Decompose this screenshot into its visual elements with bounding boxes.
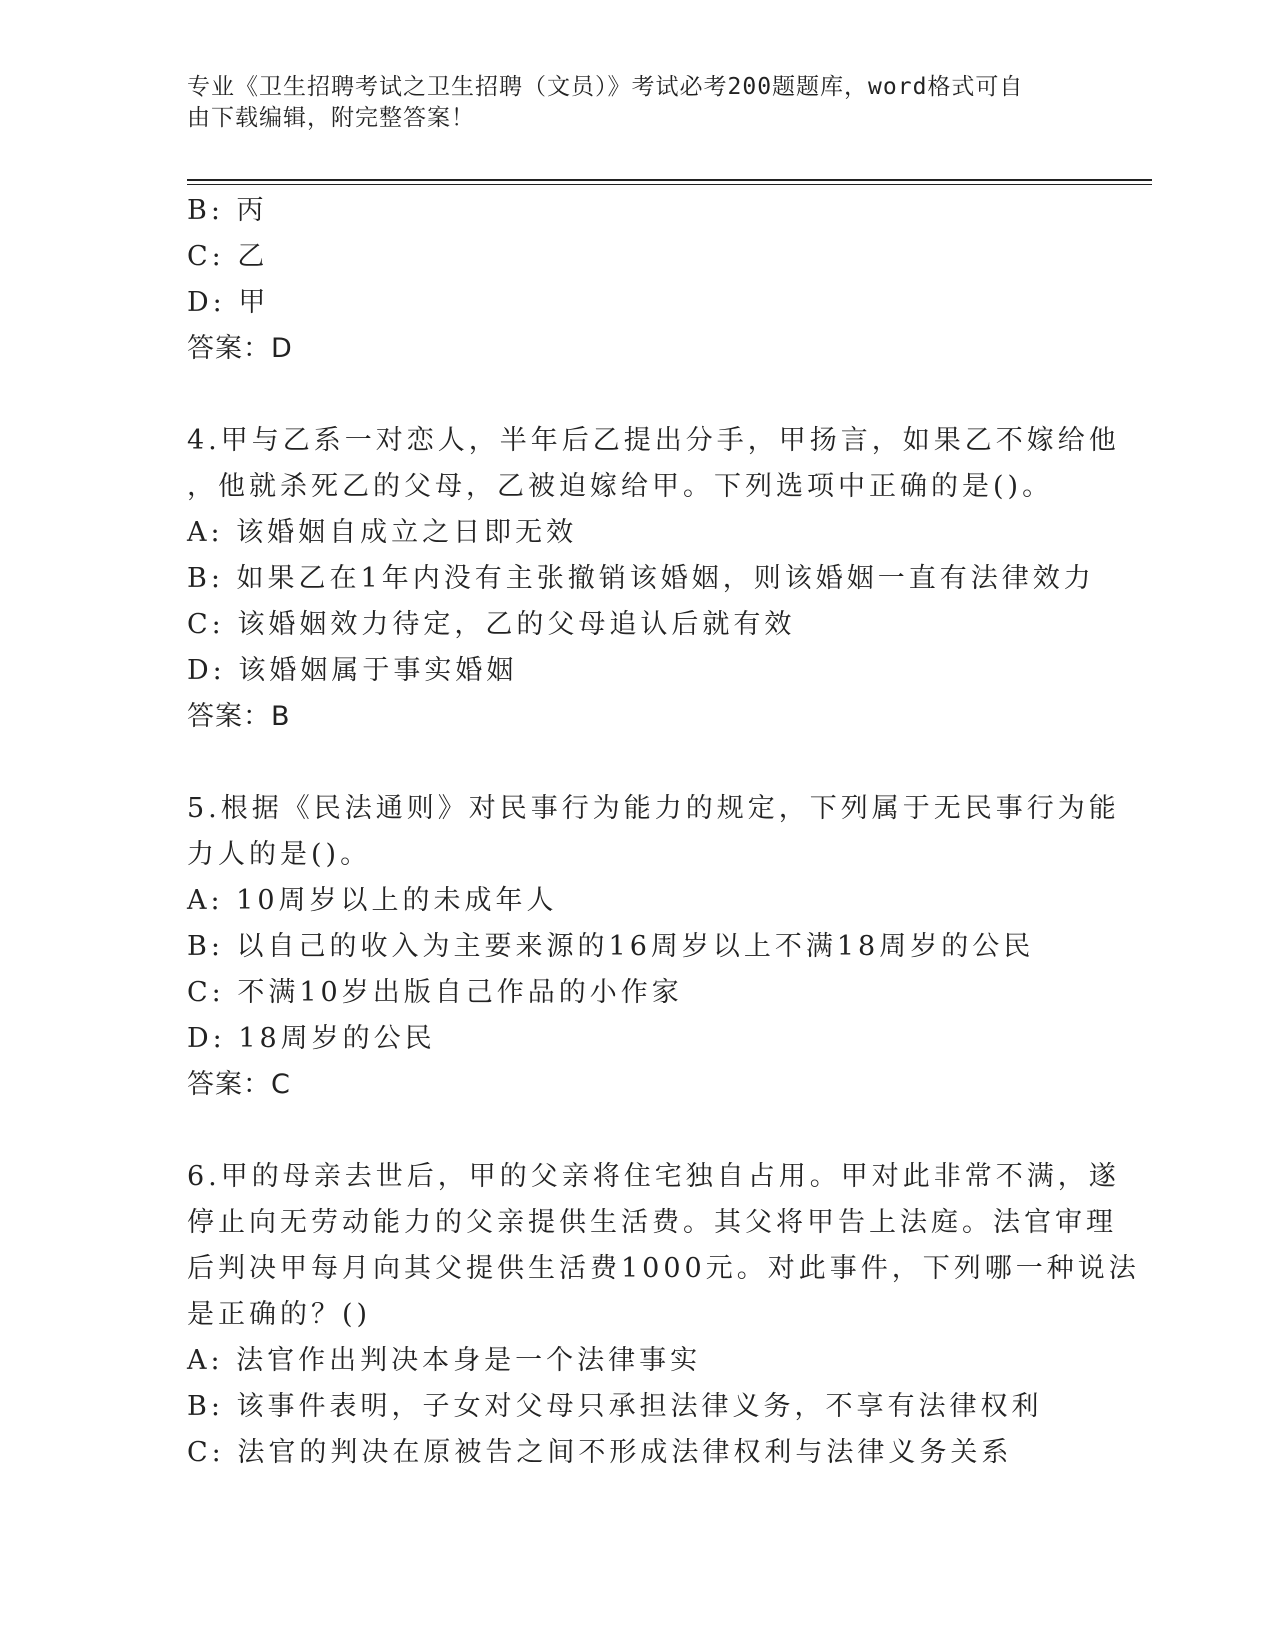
option-d: D: 18周岁的公民 — [187, 1023, 436, 1054]
option-a: A: 该婚姻自成立之日即无效 — [187, 517, 578, 548]
question-5 — [187, 786, 1120, 1108]
option-a: A: 10周岁以上的未成年人 — [187, 885, 558, 916]
question-stem: 力人的是()。 — [187, 839, 372, 870]
question-stem: 4.甲与乙系一对恋人，半年后乙提出分手，甲扬言，如果乙不嫁给他 — [187, 425, 1120, 456]
option-d: D: 甲 — [187, 287, 270, 318]
question-4 — [187, 418, 1120, 740]
header-rule-thick — [187, 179, 1152, 181]
spacer — [187, 740, 1087, 786]
option-b: B: 丙 — [187, 195, 268, 226]
question-stem: ，他就杀死乙的父母，乙被迫嫁给甲。下列选项中正确的是()。 — [187, 471, 1054, 502]
document-body — [187, 188, 1140, 1476]
option-b: B: 该事件表明，子女对父母只承担法律义务，不享有法律权利 — [187, 1391, 1043, 1422]
option-a: A: 法官作出判决本身是一个法律事实 — [187, 1345, 702, 1376]
header-rule-thin — [187, 184, 1152, 185]
spacer — [187, 372, 1087, 418]
question-stem: 后判决甲每月向其父提供生活费1000元。对此事件，下列哪一种说法 — [187, 1253, 1140, 1284]
answer: 答案：B — [187, 701, 291, 732]
header-line-2: 由下载编辑，附完整答案！ — [187, 105, 475, 131]
option-b: B: 如果乙在1年内没有主张撤销该婚姻，则该婚姻一直有法律效力 — [187, 563, 1095, 594]
option-b: B: 以自己的收入为主要来源的16周岁以上不满18周岁的公民 — [187, 931, 1035, 962]
question-stem: 是正确的？() — [187, 1299, 372, 1330]
question-stem: 停止向无劳动能力的父亲提供生活费。其父将甲告上法庭。法官审理 — [187, 1207, 1117, 1238]
option-c: C: 不满10岁出版自己作品的小作家 — [187, 977, 683, 1008]
header-line-1: 专业《卫生招聘考试之卫生招聘（文员）》考试必考200题题库，word格式可自 — [187, 74, 1024, 100]
spacer — [187, 1108, 1087, 1154]
option-d: D: 该婚姻属于事实婚姻 — [187, 655, 518, 686]
question-6 — [187, 1154, 1140, 1476]
option-c: C: 该婚姻效力待定，乙的父母追认后就有效 — [187, 609, 796, 640]
option-c: C: 乙 — [187, 241, 269, 272]
option-c: C: 法官的判决在原被告之间不形成法律权利与法律义务关系 — [187, 1437, 1013, 1468]
question-stem: 6.甲的母亲去世后，甲的父亲将住宅独自占用。甲对此非常不满，遂 — [187, 1161, 1120, 1192]
question-3-tail — [187, 188, 1087, 372]
answer: 答案：C — [187, 1069, 291, 1100]
question-stem: 5.根据《民法通则》对民事行为能力的规定，下列属于无民事行为能 — [187, 793, 1120, 824]
answer: 答案：D — [187, 333, 293, 364]
document-header — [187, 72, 1067, 134]
